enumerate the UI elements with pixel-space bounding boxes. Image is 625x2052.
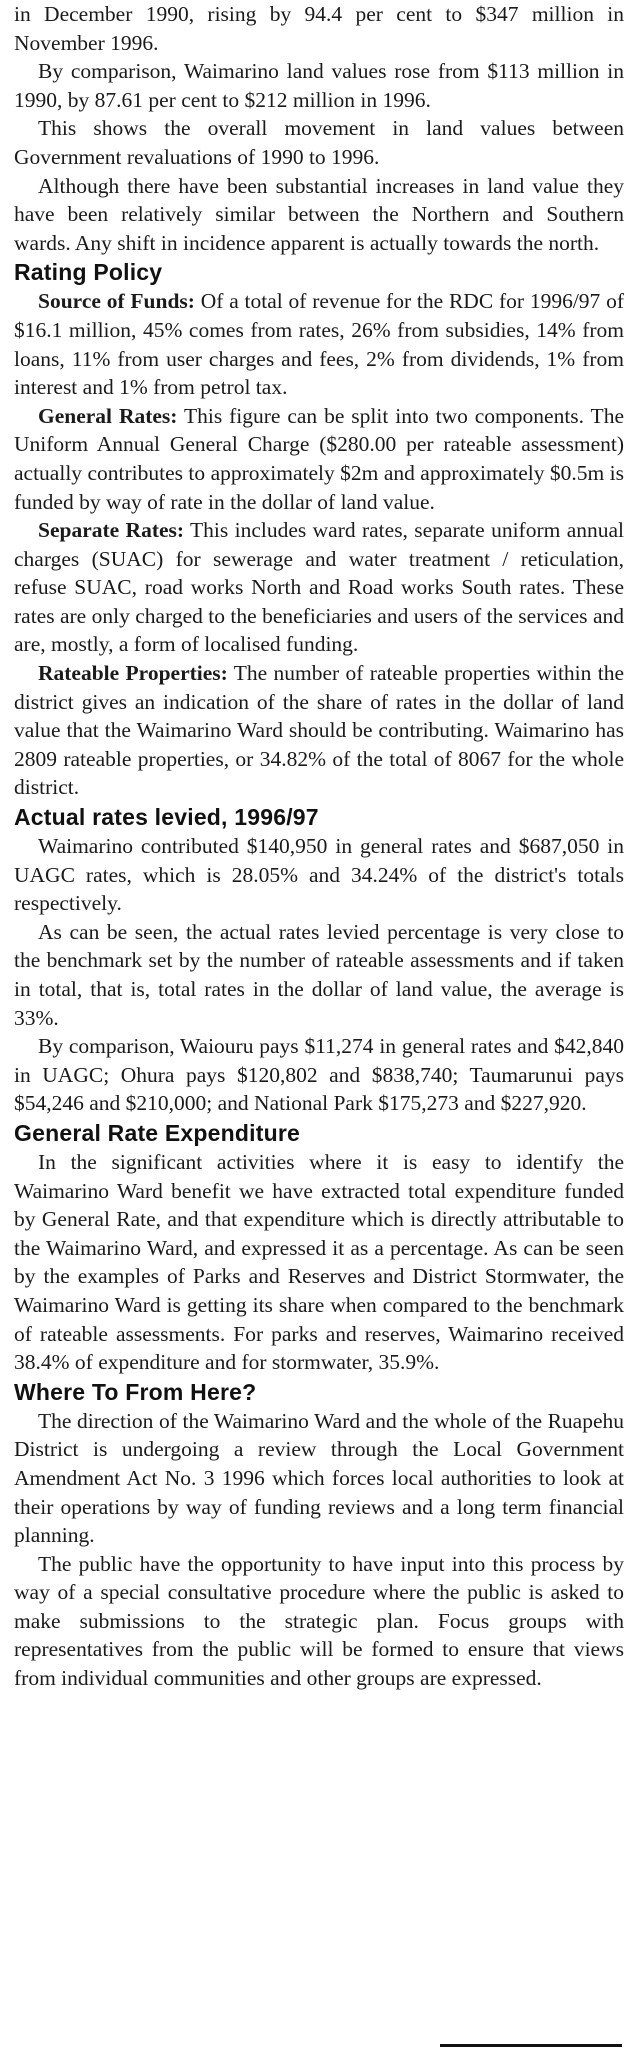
label-separate-rates: Separate Rates: bbox=[38, 518, 185, 543]
paragraph-land-values-north: in December 1990, rising by 94.4 per cent to $347 million in November 1996. bbox=[14, 2, 624, 55]
end-rule-divider bbox=[440, 2044, 622, 2047]
paragraph-separate-rates bbox=[14, 516, 624, 659]
text-rateable-properties: The number of rateable properties within the district gives an indication of the share of rates in the dollar of land value that the Waimarino Ward should be contributing. Waimarino has 2809 rateable properties, or 34.82% of the total of 8067 for the whole district. bbox=[14, 661, 624, 800]
paragraph-general-rates bbox=[14, 402, 624, 516]
paragraph-ward-comparison: By comparison, Waiouru pays $11,274 in general rates and $42,840 in UAGC; Ohura pays $120,802 and $838,740; Taumarunui pays $54,246 and $210,000; and National Park $175,273 and $227,920. bbox=[14, 1034, 624, 1116]
text-general-rates: This figure can be split into two components. The Uniform Annual General Charge ($280.00 per rateable assessment) actually contributes to approximately $2m and approximately $0.5m is funded by way of rate in the dollar of land value. bbox=[14, 403, 624, 514]
paragraph-waimarino-contribution: Waimarino contributed $140,950 in general rates and $687,050 in UAGC rates, which is 28.05% and 34.24% of the district's totals respectively. bbox=[14, 834, 624, 916]
heading-actual-rates-levied: Actual rates levied, 1996/97 bbox=[14, 804, 319, 831]
paragraph-incidence-shift: Although there have been substantial increases in land value they have been relatively similar between the Northern and Southern wards. Any shift in incidence apparent is actually towards the north. bbox=[14, 173, 624, 255]
heading-general-rate-expenditure: General Rate Expenditure bbox=[14, 1119, 300, 1146]
paragraph-public-input: The public have the opportunity to have input into this process by way of a special consultative procedure where the public is asked to make submissions to the strategic plan. Focus groups with representatives from the public will be formed to ensure that views from individual communities and other groups are expressed. bbox=[14, 1551, 624, 1691]
label-source-of-funds: Source of Funds: bbox=[38, 289, 195, 314]
paragraph-district-review: The direction of the Waimarino Ward and the whole of the Ruapehu District is undergoing a review through the Local Government Amendment Act No. 3 1996 which forces local authorities to look at their operations by way of funding reviews and a long term financial planning. bbox=[14, 1408, 624, 1548]
article-column bbox=[14, 0, 624, 1693]
paragraph-land-values-waimarino: By comparison, Waimarino land values rose from $113 million in 1990, by 87.61 per cent to $212 million in 1996. bbox=[14, 59, 624, 112]
paragraph-benchmark: As can be seen, the actual rates levied percentage is very close to the benchmark set by the number of rateable assessments and if taken in total, that is, total rates in the dollar of land value, the average is 33%. bbox=[14, 919, 624, 1030]
label-rateable-properties: Rateable Properties: bbox=[38, 661, 228, 686]
paragraph-source-of-funds bbox=[14, 287, 624, 401]
paragraph-revaluation-movement: This shows the overall movement in land values between Government revaluations of 1990 to 1996. bbox=[14, 116, 624, 169]
text-separate-rates: This includes ward rates, separate uniform annual charges (SUAC) for sewerage and water treatment / reticulation, refuse SUAC, road works North and Road works South rates. These rates are only charged to the beneficiaries and users of the services and are, mostly, a form of localised funding. bbox=[14, 518, 624, 657]
heading-where-to-from-here: Where To From Here? bbox=[14, 1378, 257, 1405]
heading-rating-policy: Rating Policy bbox=[14, 259, 163, 286]
label-general-rates: General Rates: bbox=[38, 403, 178, 428]
paragraph-expenditure-share: In the significant activities where it is easy to identify the Waimarino Ward benefit we have extracted total expenditure funded by General Rate, and that expenditure which is directly attributable to the Waimarino Ward, and expressed it as a percentage. As can be seen by the examples of Parks and Reserves and District Stormwater, the Waimarino Ward is getting its share when compared to the benchmark of rateable assessments. For parks and reserves, Waimarino received 38.4% of expenditure and for stormwater, 35.9%. bbox=[14, 1149, 624, 1375]
text-source-of-funds: Of a total of revenue for the RDC for 1996/97 of $16.1 million, 45% comes from rates, 26% from subsidies, 14% from loans, 11% from user charges and fees, 2% from dividends, 1% from interest and 1% from petrol tax. bbox=[14, 289, 624, 400]
paragraph-rateable-properties bbox=[14, 659, 624, 802]
